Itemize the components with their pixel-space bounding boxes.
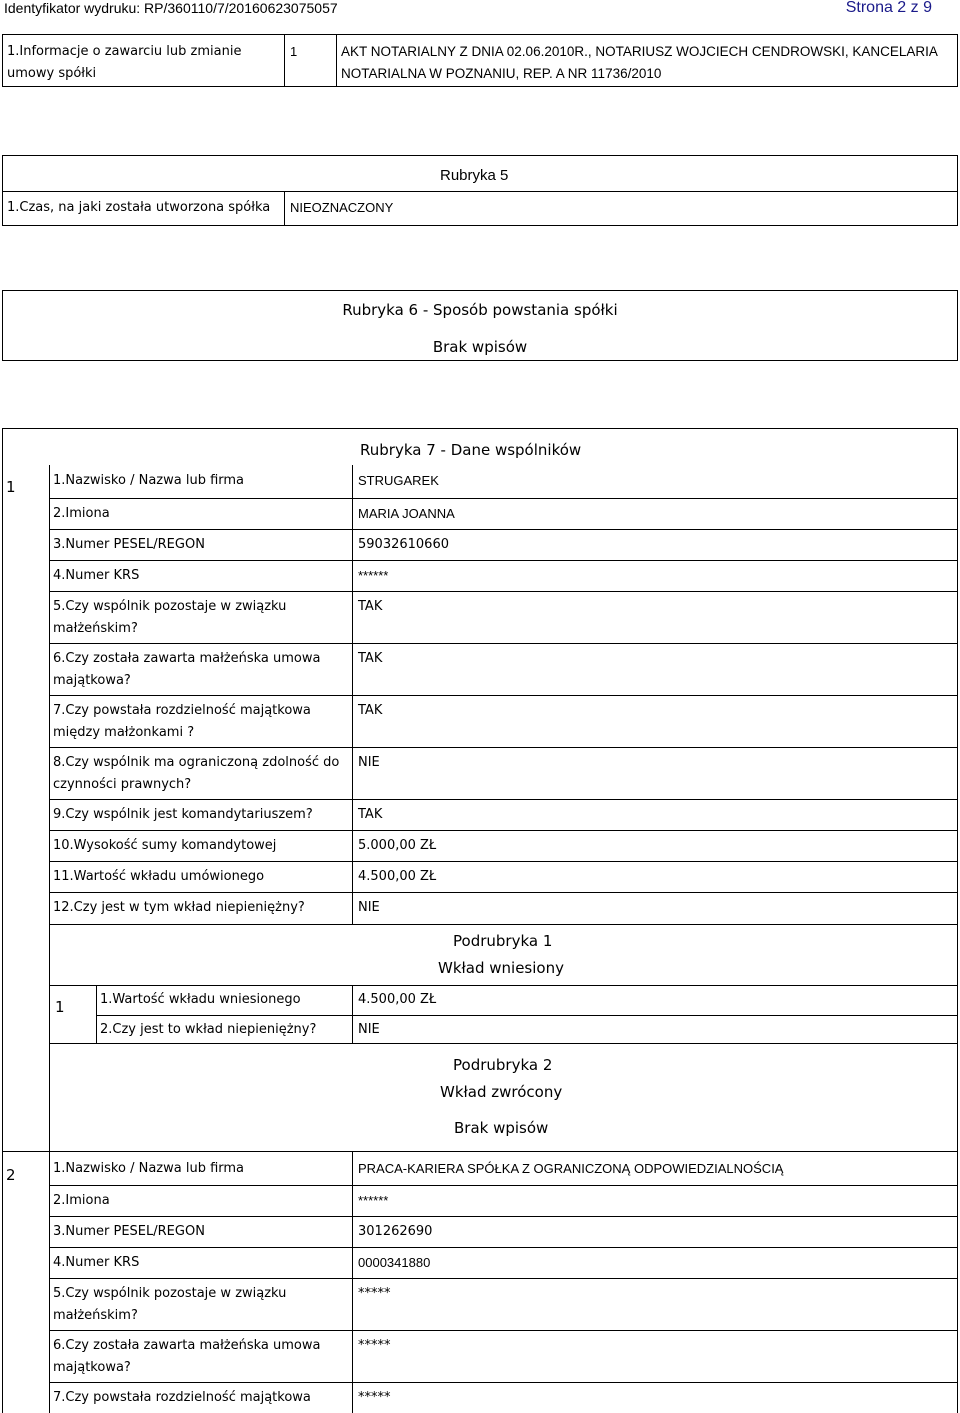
sub1-subtitle: Wkład wniesiony — [438, 959, 564, 977]
partner-2-field-value: 301262690 — [358, 1224, 433, 1239]
info-change-num: 1 — [290, 44, 298, 59]
partner-2-field-label: 3.Numer PESEL/REGON — [53, 1224, 205, 1239]
partner-1-field-label: 4.Numer KRS — [53, 568, 140, 583]
partner-2-field-label: 2.Imiona — [53, 1193, 110, 1208]
partner-2-field-value: 0000341880 — [358, 1255, 431, 1270]
partner-1-field-value: ****** — [358, 568, 389, 583]
partner-2-field-label: 7.Czy powstała rozdzielność majątkowa — [53, 1390, 311, 1405]
partner-1-field-value: TAK — [358, 807, 383, 822]
info-change-label: 1.Informacje o zawarciu lub zmianie — [7, 44, 242, 59]
rubryka-6-title: Rubryka 6 - Sposób powstania spółki — [342, 301, 618, 319]
partner-2-field-label-cont: małżeńskim? — [53, 1308, 138, 1323]
partner-2-field-value: ****** — [358, 1193, 389, 1208]
sub2-empty: Brak wpisów — [454, 1119, 549, 1137]
rubryka-5-title: Rubryka 5 — [440, 167, 509, 184]
partner-1-field-value: TAK — [358, 703, 383, 718]
info-change-value: AKT NOTARIALNY Z DNIA 02.06.2010R., NOTARIUSZ WOJCIECH CENDROWSKI, KANCELARIA — [341, 44, 938, 59]
partner-1-field-label: 11.Wartość wkładu umówionego — [53, 869, 265, 884]
sub1-value-2: NIE — [358, 1022, 380, 1037]
page-number: Strona 2 z 9 — [845, 0, 932, 16]
partner-1-field-label-cont: między małżonkami ? — [53, 725, 195, 740]
rubryka-6-empty: Brak wpisów — [432, 338, 528, 356]
partner-1-field-value: TAK — [358, 599, 383, 614]
partner-1-num: 1 — [6, 478, 16, 496]
partner-1-field-value: TAK — [358, 651, 383, 666]
partner-1-field-label: 6.Czy została zawarta małżeńska umowa — [53, 651, 321, 666]
partner-1-field-label: 2.Imiona — [53, 506, 110, 521]
sub1-label-2: 2.Czy jest to wkład niepieniężny? — [100, 1022, 317, 1037]
sub2-subtitle: Wkład zwrócony — [440, 1083, 563, 1101]
sub1-value-1: 4.500,00 ZŁ — [358, 992, 437, 1007]
partner-1-field-label-cont: majątkowa? — [53, 673, 131, 688]
partner-2-field-label: 5.Czy wspólnik pozostaje w związku — [53, 1286, 287, 1301]
rubryka-5-value: NIEOZNACZONY — [290, 200, 394, 215]
partner-1-field-value: 4.500,00 ZŁ — [358, 869, 437, 884]
partner-1-field-label: 9.Czy wspólnik jest komandytariuszem? — [53, 807, 313, 822]
partner-2-num: 2 — [6, 1166, 16, 1184]
info-change-value-2: NOTARIALNA W POZNANIU, REP. A NR 11736/2010 — [341, 66, 662, 81]
partner-1-field-value: MARIA JOANNA — [358, 506, 455, 521]
partner-1-field-value: NIE — [358, 755, 380, 770]
sub1-title: Podrubryka 1 — [453, 932, 553, 950]
partner-1-field-value: 5.000,00 ZŁ — [358, 838, 437, 853]
print-identifier: Identyfikator wydruku: RP/360110/7/20160623075057 — [4, 0, 338, 16]
partner-2-field-label: 4.Numer KRS — [53, 1255, 140, 1270]
partner-1-field-label: 3.Numer PESEL/REGON — [53, 537, 205, 552]
partner-1-field-label: 12.Czy jest w tym wkład niepieniężny? — [53, 900, 305, 915]
partner-2-field-value: ***** — [358, 1338, 391, 1353]
partner-1-field-label-cont: czynności prawnych? — [53, 777, 192, 792]
partner-2-field-value: ***** — [358, 1390, 391, 1405]
sub2-title: Podrubryka 2 — [453, 1056, 553, 1074]
partner-2-field-label: 1.Nazwisko / Nazwa lub firma — [53, 1161, 245, 1176]
partner-1-field-label-cont: małżeńskim? — [53, 621, 138, 636]
sub1-num: 1 — [55, 998, 65, 1016]
partner-1-field-value: 59032610660 — [358, 537, 449, 552]
partner-2-field-value: PRACA-KARIERA SPÓŁKA Z OGRANICZONĄ ODPOWIEDZIALNOŚCIĄ — [358, 1161, 784, 1176]
partner-1-field-label: 5.Czy wspólnik pozostaje w związku — [53, 599, 287, 614]
partner-1-field-label: 1.Nazwisko / Nazwa lub firma — [53, 473, 245, 488]
partner-2-field-label-cont: majątkowa? — [53, 1360, 131, 1375]
partner-1-field-value: STRUGAREK — [358, 473, 439, 488]
rubryka-5-label: 1.Czas, na jaki została utworzona spółka — [7, 200, 271, 215]
rubryka-7-title: Rubryka 7 - Dane wspólników — [360, 441, 582, 459]
partner-1-field-label: 8.Czy wspólnik ma ograniczoną zdolność do — [53, 755, 340, 770]
partner-1-field-value: NIE — [358, 900, 380, 915]
sub1-label-1: 1.Wartość wkładu wniesionego — [100, 992, 301, 1007]
partner-2-field-label: 6.Czy została zawarta małżeńska umowa — [53, 1338, 321, 1353]
partner-1-field-label: 10.Wysokość sumy komandytowej — [53, 838, 277, 853]
partner-1-field-label: 7.Czy powstała rozdzielność majątkowa — [53, 703, 311, 718]
rubryka-7 — [2, 428, 958, 1413]
info-change-label-2: umowy spółki — [7, 66, 97, 81]
partner-2-field-value: ***** — [358, 1286, 391, 1301]
